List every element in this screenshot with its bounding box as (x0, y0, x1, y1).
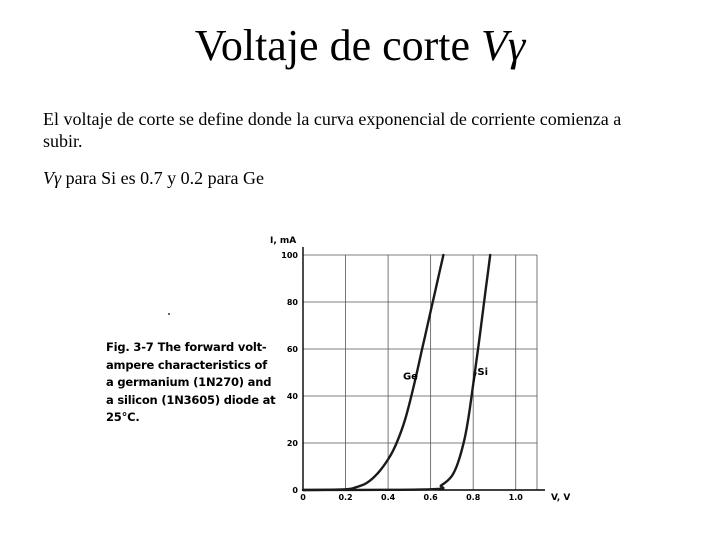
x-axis-label: V, V (551, 493, 571, 503)
series-line-ge (303, 255, 443, 490)
y-axis-label: I, mA (270, 236, 297, 246)
figure-caption-text: The forward volt-ampere characteristics of a germanium (1N270) and a silicon (1N3605) diode at 25°C. (106, 340, 276, 424)
threshold-values-text: para Si es 0.7 y 0.2 para Ge (61, 168, 265, 188)
chart-axes (302, 247, 545, 491)
series-label-si: Si (477, 366, 489, 378)
x-tick-label-0.8: 0.8 (466, 493, 481, 502)
x-tick-label-0.2: 0.2 (338, 493, 353, 502)
slide-title-symbol: Vγ (481, 21, 526, 70)
figure-caption-label: Fig. 3-7 (106, 340, 154, 354)
slide-title-text: Voltaje de corte (194, 21, 482, 70)
y-tick-label-80: 80 (286, 298, 298, 307)
x-tick-label-0: 0 (300, 493, 306, 502)
y-tick-label-40: 40 (286, 392, 298, 401)
x-tick-label-0.4: 0.4 (381, 493, 396, 502)
chart-series (303, 255, 490, 490)
threshold-symbol: Vγ (43, 168, 62, 188)
x-tick-label-1.0: 1.0 (508, 493, 523, 502)
y-tick-label-20: 20 (286, 439, 298, 448)
series-line-si (303, 255, 490, 490)
definition-paragraph: El voltaje de corte se define donde la curva exponencial de corriente comienza a subir. (43, 109, 622, 151)
y-tick-label-0: 0 (292, 486, 298, 495)
y-tick-label-100: 100 (281, 251, 298, 260)
series-label-ge: Ge (402, 371, 418, 383)
y-tick-label-60: 60 (286, 345, 298, 354)
chart-grid (303, 255, 537, 490)
x-tick-label-0.6: 0.6 (423, 493, 438, 502)
